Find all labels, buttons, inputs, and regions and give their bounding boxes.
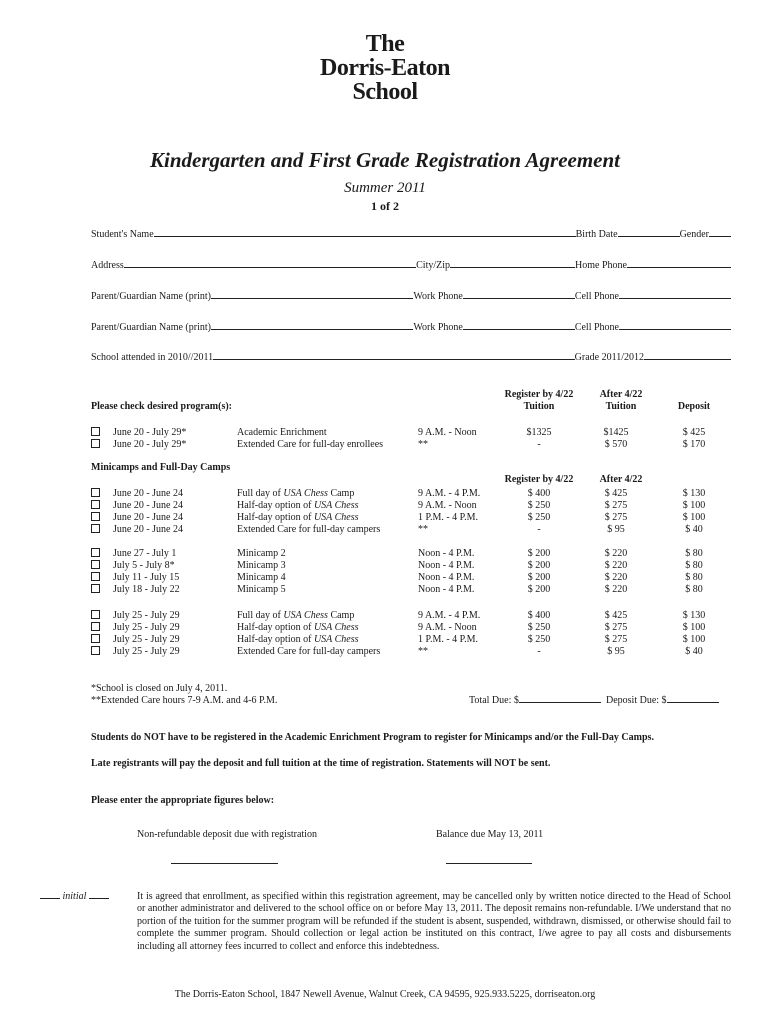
program-row <box>91 622 731 634</box>
after-tuition: $ 570 <box>604 439 628 450</box>
program-name-emphasis: USA Chess <box>313 622 359 633</box>
total-due-field[interactable] <box>519 702 601 703</box>
register-tuition: - <box>537 524 541 535</box>
nonrefundable-deposit-label: Non-refundable deposit due with registration <box>137 829 317 840</box>
form-row-address <box>91 257 731 271</box>
program-time: Noon - 4 P.M. <box>418 584 475 595</box>
tuition-label: Tuition <box>523 401 555 412</box>
total-due-label: Total Due: $ <box>469 695 519 706</box>
deposit-due-field[interactable] <box>667 702 719 703</box>
program-name <box>237 634 358 646</box>
after-tuition: $ 95 <box>607 524 625 535</box>
program-dates: July 5 - July 8* <box>113 560 175 571</box>
cell-phone-label-2: Cell Phone <box>574 322 619 333</box>
program-time: 1 P.M. - 4 P.M. <box>418 512 479 523</box>
initial-block <box>40 891 109 902</box>
program-checkbox[interactable] <box>91 439 100 448</box>
cell-phone-field-2[interactable] <box>619 329 731 330</box>
program-deposit: $ 40 <box>685 646 703 657</box>
program-time: 9 A.M. - Noon <box>418 622 477 633</box>
program-deposit: $ 425 <box>682 427 706 438</box>
after-tuition: $ 425 <box>604 488 628 499</box>
program-name-suffix: Camp <box>327 488 355 499</box>
work-phone-label-1: Work Phone <box>413 291 463 302</box>
program-name-emphasis: USA Chess <box>313 634 359 645</box>
program-name: Minicamp 3 <box>237 560 286 571</box>
register-by-label: Register by 4/22 <box>504 389 574 400</box>
program-checkbox[interactable] <box>91 488 100 497</box>
after-tuition: $ 275 <box>604 500 628 511</box>
program-time: Noon - 4 P.M. <box>418 572 475 583</box>
program-row <box>91 439 731 451</box>
program-time: ** <box>418 439 428 450</box>
register-tuition: $ 250 <box>527 622 551 633</box>
work-phone-label-2: Work Phone <box>413 322 463 333</box>
balance-due-label: Balance due May 13, 2011 <box>436 829 544 840</box>
form-row-school <box>91 349 731 363</box>
extended-care-note: **Extended Care hours 7-9 A.M. and 4-6 P.M. <box>91 695 278 706</box>
program-name-prefix: Half-day option of <box>237 500 314 511</box>
program-name-emphasis: USA Chess <box>313 500 359 511</box>
total-due <box>469 695 601 706</box>
late-registrants-statement: Late registrants will pay the deposit and full tuition at the time of registration. Statements will NOT be sent. <box>91 758 551 769</box>
balance-due-field[interactable] <box>446 863 532 864</box>
gender-label: Gender <box>679 229 709 240</box>
parent-name-label-2: Parent/Guardian Name (print) <box>91 322 211 333</box>
program-deposit: $ 100 <box>682 512 706 523</box>
program-name-prefix: Half-day option of <box>237 634 314 645</box>
register-by-header <box>494 389 584 413</box>
minicamps-heading: Minicamps and Full-Day Camps <box>91 462 231 473</box>
program-name-prefix: Half-day option of <box>237 512 314 523</box>
program-name-prefix: Full day of <box>237 610 284 621</box>
program-name-prefix: Full day of <box>237 488 284 499</box>
program-checkbox[interactable] <box>91 524 100 533</box>
school-attended-field[interactable] <box>213 359 575 360</box>
closed-note: *School is closed on July 4, 2011. <box>91 683 228 694</box>
program-name: Extended Care for full-day enrollees <box>237 439 384 450</box>
register-tuition: $ 250 <box>527 512 551 523</box>
register-tuition: $ 200 <box>527 548 551 559</box>
cell-phone-field-1[interactable] <box>619 298 731 299</box>
program-deposit: $ 80 <box>685 572 703 583</box>
program-name-emphasis: USA Chess <box>313 512 359 523</box>
register-tuition: - <box>537 439 541 450</box>
program-checkbox[interactable] <box>91 548 100 557</box>
footer-address: The Dorris-Eaton School, 1847 Newell Avenue, Walnut Creek, CA 94595, 925.933.5225, dorriseaton.org <box>174 989 596 1000</box>
initial-field-right[interactable] <box>89 898 109 899</box>
program-deposit: $ 130 <box>682 488 706 499</box>
after-tuition: $ 220 <box>604 548 628 559</box>
program-checkbox[interactable] <box>91 512 100 521</box>
after-tuition: $ 275 <box>604 622 628 633</box>
program-deposit: $ 40 <box>685 524 703 535</box>
program-name <box>237 488 354 500</box>
address-field[interactable] <box>124 267 416 268</box>
program-row <box>91 560 731 572</box>
program-deposit: $ 170 <box>682 439 706 450</box>
program-row <box>91 427 731 439</box>
program-deposit: $ 80 <box>685 560 703 571</box>
program-row <box>91 646 731 658</box>
city-zip-field[interactable] <box>450 267 575 268</box>
form-row-parent-2 <box>91 319 731 333</box>
gender-field[interactable] <box>709 236 731 237</box>
after-tuition: $ 220 <box>604 572 628 583</box>
deposit-header: Deposit <box>677 401 711 412</box>
student-name-field[interactable] <box>154 236 576 237</box>
program-name <box>237 622 358 634</box>
program-time: 1 P.M. - 4 P.M. <box>418 634 479 645</box>
program-time: 9 A.M. - Noon <box>418 500 477 511</box>
tuition-label-2: Tuition <box>605 401 637 412</box>
program-checkbox[interactable] <box>91 634 100 643</box>
program-row <box>91 488 731 500</box>
program-checkbox[interactable] <box>91 560 100 569</box>
program-checkbox[interactable] <box>91 584 100 593</box>
register-tuition: $ 400 <box>527 488 551 499</box>
after-tuition: $ 275 <box>604 634 628 645</box>
birth-date-label: Birth Date <box>575 229 618 240</box>
after-tuition: $1425 <box>603 427 629 438</box>
program-dates: June 20 - July 29* <box>113 427 187 438</box>
cell-phone-label-1: Cell Phone <box>574 291 619 302</box>
program-row <box>91 548 731 560</box>
program-row <box>91 584 731 596</box>
grade-label: Grade 2011/2012 <box>574 352 644 363</box>
form-row-student <box>91 226 731 240</box>
program-checkbox[interactable] <box>91 427 100 436</box>
program-time: 9 A.M. - 4 P.M. <box>418 610 481 621</box>
logo-line-3: School <box>352 79 418 105</box>
program-name-emphasis: USA Chess <box>283 488 328 499</box>
after-tuition: $ 220 <box>604 560 628 571</box>
register-tuition: $ 200 <box>527 572 551 583</box>
program-deposit: $ 100 <box>682 634 706 645</box>
not-required-statement: Students do NOT have to be registered in the Academic Enrichment Program to register for Minicamps and/or the Full-Day Camps. <box>91 732 654 743</box>
program-checkbox[interactable] <box>91 646 100 655</box>
agreement-text: It is agreed that enrollment, as specified within this registration agreement, may be cancelled only by written notice directed to the Head of School or another administrator and delivered to the school office on or before May 13, 2011. The deposit remains non-refundable. I/We understand that no portion of the tuition for the summer program will be refunded if the student is absent, suspended, withdrawn, dismissed, or otherwise should fail to complete the summer program. Should collection or legal action be instituted on this contract, I/we agree to pay all costs and disbursements including all attorney fees incurred to collect and enforce this indebtedness. <box>137 891 731 952</box>
program-deposit: $ 80 <box>685 584 703 595</box>
after-label: After 4/22 <box>599 389 643 400</box>
deposit-due-label: Deposit Due: $ <box>606 695 667 706</box>
register-tuition: $ 200 <box>527 560 551 571</box>
check-programs-heading: Please check desired program(s): <box>91 401 232 412</box>
home-phone-field[interactable] <box>627 267 731 268</box>
program-time: ** <box>418 524 428 535</box>
deposit-due <box>606 695 719 706</box>
parent-name-label-1: Parent/Guardian Name (print) <box>91 291 211 302</box>
program-name <box>237 500 358 512</box>
program-dates: June 20 - June 24 <box>113 488 183 499</box>
program-name: Minicamp 2 <box>237 548 286 559</box>
form-row-parent-1 <box>91 288 731 302</box>
parent-name-field-2[interactable] <box>211 329 413 330</box>
program-name: Minicamp 5 <box>237 584 286 595</box>
after-header-2: After 4/22 <box>599 474 643 485</box>
program-row <box>91 634 731 646</box>
program-dates: June 20 - June 24 <box>113 524 183 535</box>
register-tuition: $ 400 <box>527 610 551 621</box>
page-title: Kindergarten and First Grade Registration Agreement <box>149 148 621 172</box>
register-tuition: $ 200 <box>527 584 551 595</box>
logo-line-1: The <box>365 31 405 57</box>
after-tuition: $ 220 <box>604 584 628 595</box>
birth-date-field[interactable] <box>618 236 680 237</box>
grade-field[interactable] <box>644 359 731 360</box>
program-deposit: $ 130 <box>682 610 706 621</box>
program-checkbox[interactable] <box>91 572 100 581</box>
register-tuition: - <box>537 646 541 657</box>
enter-figures-statement: Please enter the appropriate figures below: <box>91 795 275 806</box>
after-header <box>581 389 661 413</box>
program-deposit: $ 80 <box>685 548 703 559</box>
nonrefundable-deposit-field[interactable] <box>171 863 278 864</box>
program-checkbox[interactable] <box>91 500 100 509</box>
program-checkbox[interactable] <box>91 610 100 619</box>
program-time: 9 A.M. - 4 P.M. <box>418 488 481 499</box>
program-dates: July 18 - July 22 <box>113 584 180 595</box>
page-subtitle: Summer 2011 <box>344 180 426 196</box>
work-phone-field-1[interactable] <box>463 298 575 299</box>
program-name: Minicamp 4 <box>237 572 286 583</box>
after-tuition: $ 275 <box>604 512 628 523</box>
register-tuition: $1325 <box>526 427 552 438</box>
program-time: 9 A.M. - Noon <box>418 427 477 438</box>
program-dates: July 25 - July 29 <box>113 610 180 621</box>
parent-name-field-1[interactable] <box>211 298 413 299</box>
student-name-label: Student's Name <box>91 229 154 240</box>
after-tuition: $ 95 <box>607 646 625 657</box>
program-time: ** <box>418 646 428 657</box>
program-deposit: $ 100 <box>682 622 706 633</box>
program-dates: June 20 - June 24 <box>113 512 183 523</box>
program-deposit: $ 100 <box>682 500 706 511</box>
program-dates: July 25 - July 29 <box>113 622 180 633</box>
program-name <box>237 512 358 524</box>
program-row <box>91 524 731 536</box>
program-name: Academic Enrichment <box>237 427 327 438</box>
home-phone-label: Home Phone <box>575 260 627 271</box>
program-dates: July 25 - July 29 <box>113 634 180 645</box>
program-checkbox[interactable] <box>91 622 100 631</box>
program-name-suffix: Camp <box>327 610 355 621</box>
program-row <box>91 610 731 622</box>
program-row <box>91 572 731 584</box>
program-dates: July 25 - July 29 <box>113 646 180 657</box>
program-dates: June 20 - July 29* <box>113 439 187 450</box>
program-name-emphasis: USA Chess <box>283 610 328 621</box>
register-tuition: $ 250 <box>527 500 551 511</box>
program-dates: July 11 - July 15 <box>113 572 180 583</box>
program-name: Extended Care for full-day campers <box>237 646 381 657</box>
program-name-prefix: Half-day option of <box>237 622 314 633</box>
program-row <box>91 500 731 512</box>
city-zip-label: City/Zip <box>416 260 451 271</box>
work-phone-field-2[interactable] <box>463 329 575 330</box>
address-label: Address <box>91 260 124 271</box>
after-tuition: $ 425 <box>604 610 628 621</box>
logo-line-2: Dorris-Eaton <box>320 55 450 81</box>
program-row <box>91 512 731 524</box>
program-name: Extended Care for full-day campers <box>237 524 381 535</box>
program-time: Noon - 4 P.M. <box>418 548 475 559</box>
program-dates: June 27 - July 1 <box>113 548 177 559</box>
school-attended-label: School attended in 2010//2011 <box>91 352 214 363</box>
register-tuition: $ 250 <box>527 634 551 645</box>
school-logo <box>300 32 470 104</box>
program-time: Noon - 4 P.M. <box>418 560 475 571</box>
initial-label: initial <box>62 891 87 902</box>
initial-field-left[interactable] <box>40 898 60 899</box>
program-name <box>237 610 354 622</box>
register-by-header-2: Register by 4/22 <box>504 474 574 485</box>
page-number: 1 of 2 <box>371 199 399 213</box>
program-dates: June 20 - June 24 <box>113 500 183 511</box>
